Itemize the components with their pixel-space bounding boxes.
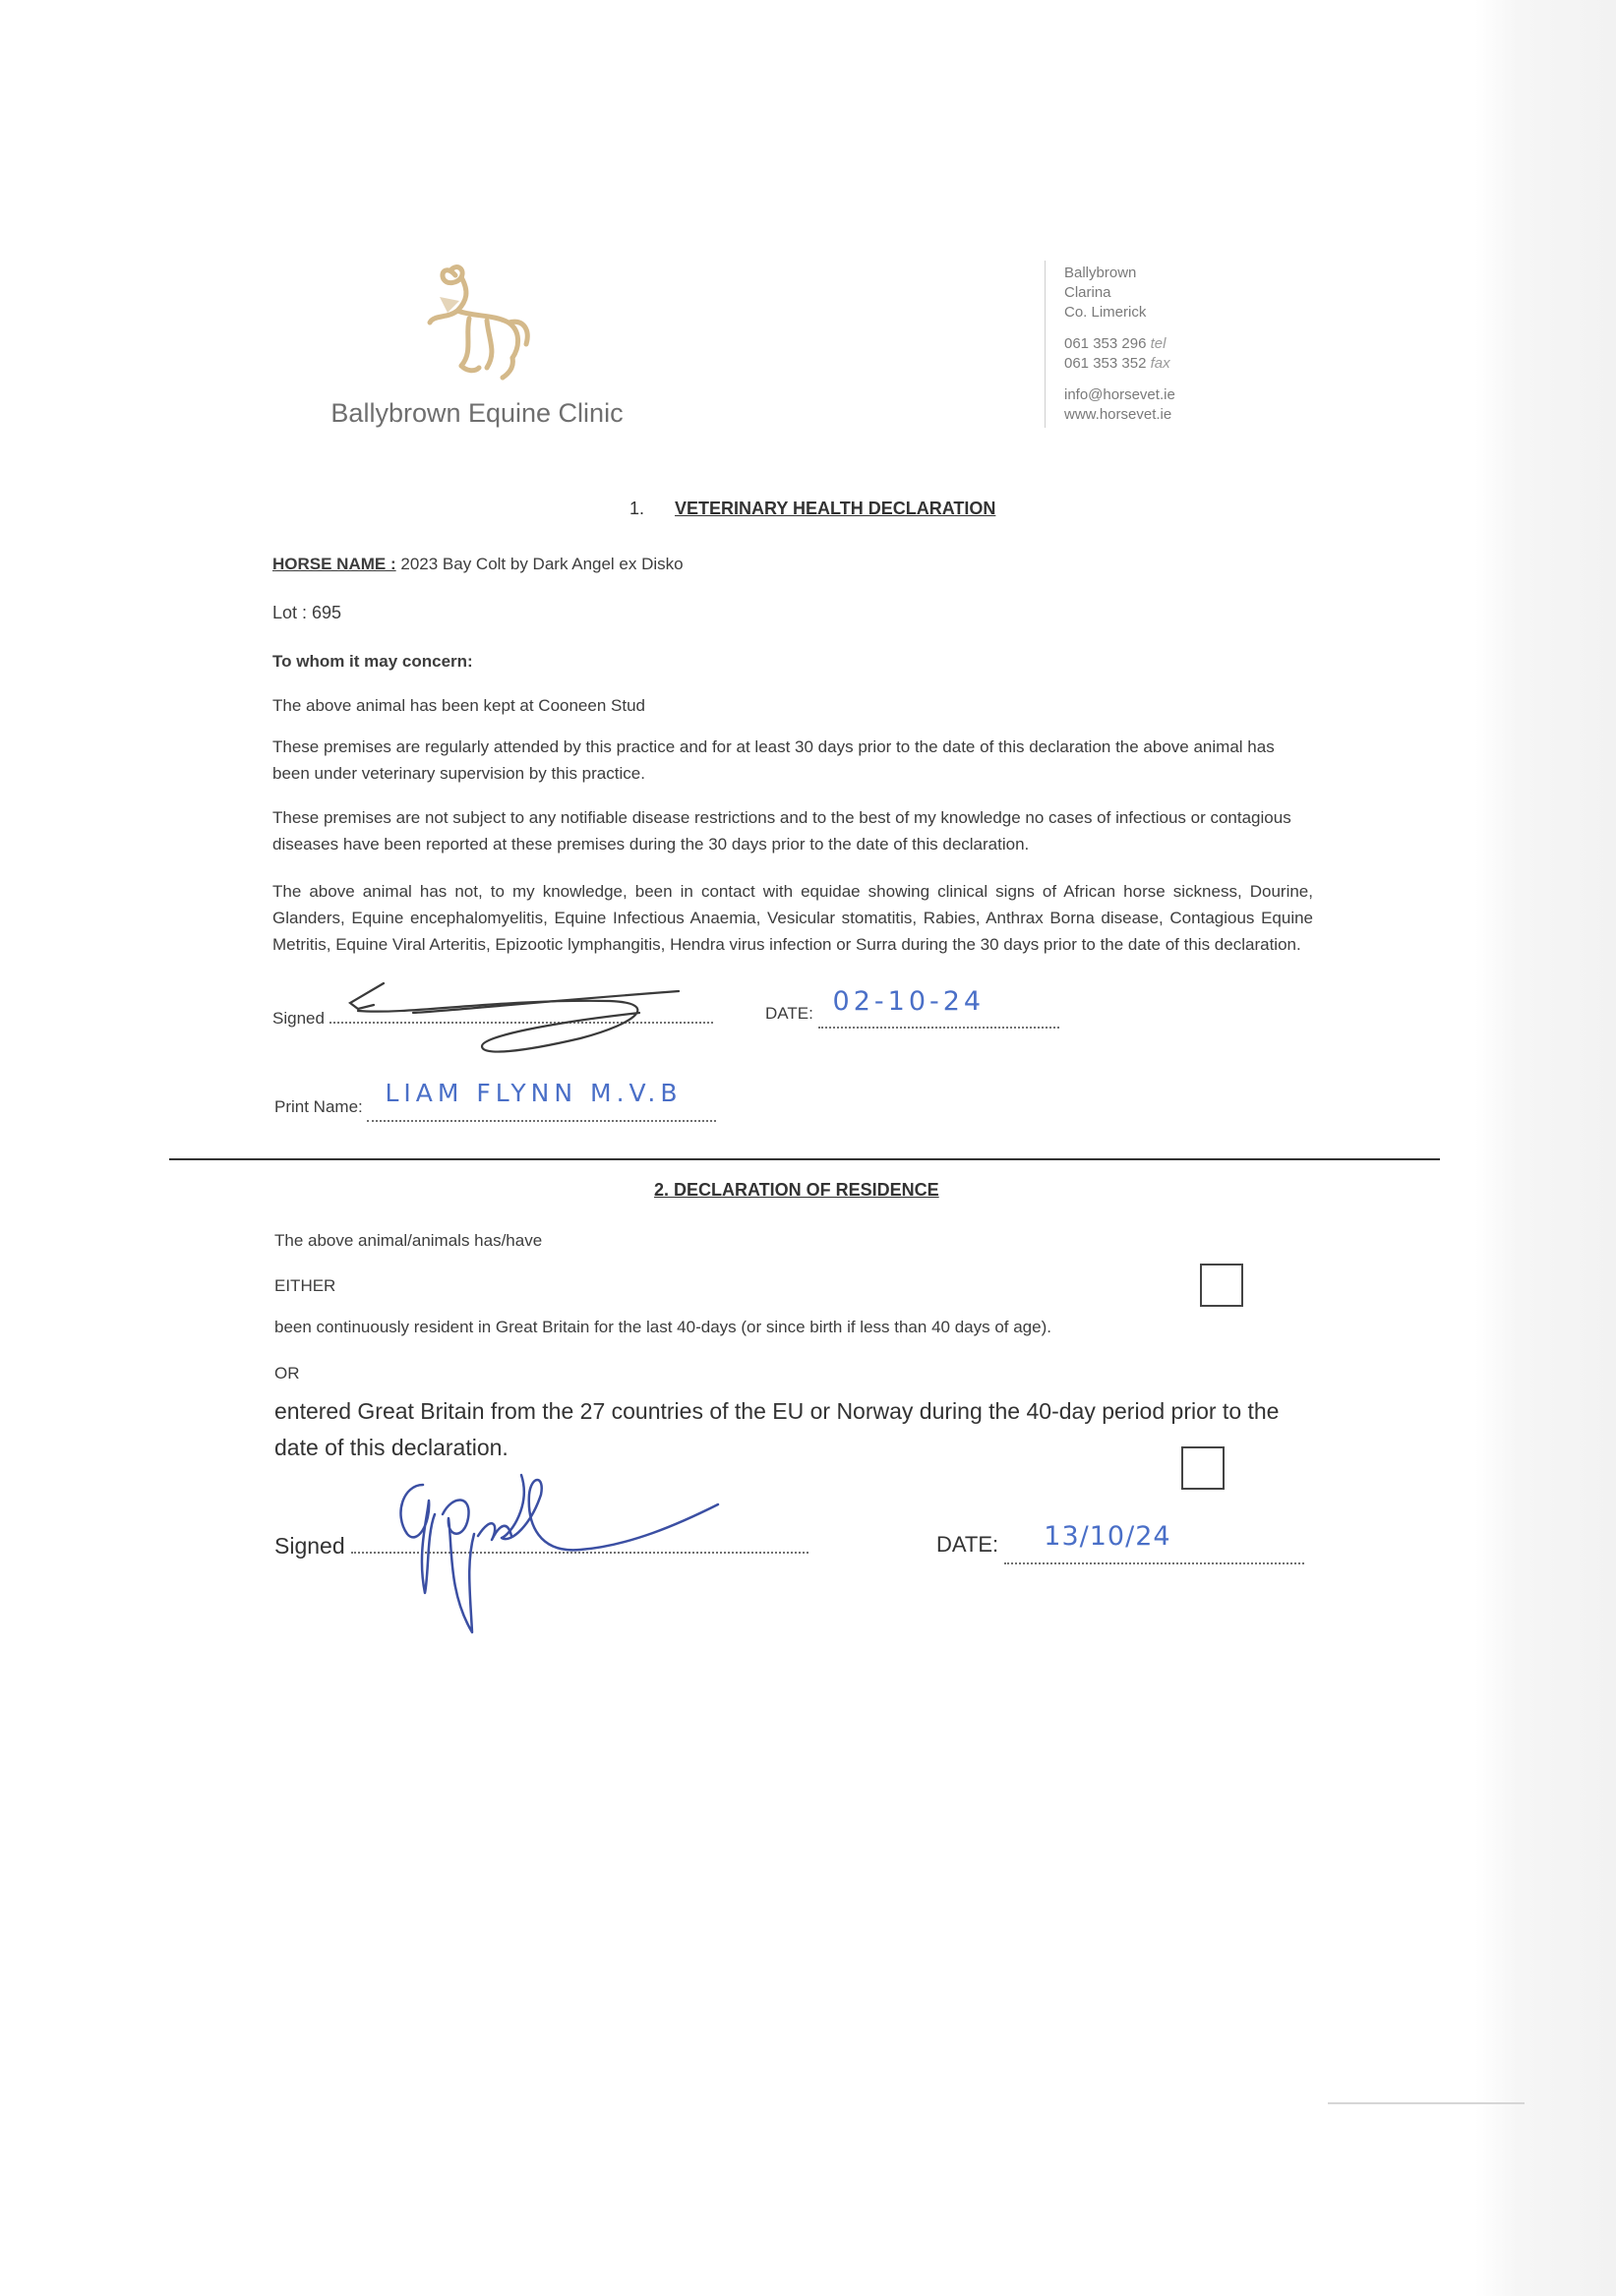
date1-line: [765, 986, 1059, 1029]
horse-logo-icon: [418, 258, 536, 385]
option2-text: entered Great Britain from the 27 countries of the EU or Norway during the 40-day period prior to the date of this declaration.: [274, 1398, 1280, 1460]
paragraph-supervision: These premises are regularly attended by this practice and for at least 30 days prior to the date of this declaration the above animal has been under veterinary supervision by this practice.: [272, 737, 1275, 783]
residence-intro: The above animal/animals has/have: [274, 1231, 543, 1250]
horse-name-line: [272, 551, 684, 577]
paragraph-restrictions: These premises are not subject to any notifiable disease restrictions and to the best of my knowledge no cases of infectious or contagious diseases have been reported at these premises during the 30 days prior to the date of this declaration.: [272, 808, 1291, 854]
phone-tag: tel: [1150, 335, 1167, 352]
print-name-line: [274, 1079, 716, 1122]
date1-value: 02-10-24: [832, 986, 986, 1017]
section1-heading: VETERINARY HEALTH DECLARATION: [675, 499, 996, 518]
lot-value: 95: [322, 603, 342, 622]
option1-checkbox[interactable]: [1200, 1264, 1243, 1307]
signature2-label: Signed: [274, 1533, 345, 1559]
phone-number: 061 353 296: [1064, 335, 1147, 352]
greeting: To whom it may concern:: [272, 652, 473, 671]
address-line-2: Clarina: [1064, 284, 1111, 301]
address-line-3: Co. Limerick: [1064, 304, 1147, 321]
paragraph-contact: The above animal has not, to my knowledge, been in contact with equidae showing clinical signs of African horse sickness, Dourine, Glanders, Equine encephalomyelitis, Equine Infectious Anaemia, Vesicular stomatitis, Rabies, Anthrax Borna disease, Contagious Equine Metritis, Equine Viral Arteritis, Epizootic lymphangitis, Hendra virus infection or Surra during the 30 days prior to the date of this declaration.: [272, 882, 1313, 954]
date1-dots: [818, 986, 1059, 1029]
date1-label: DATE:: [765, 1004, 813, 1023]
scan-shadow: [1475, 0, 1616, 2296]
email: info@horsevet.ie: [1064, 386, 1175, 403]
phone-line: [1064, 334, 1166, 354]
address-divider: [1045, 261, 1046, 428]
signature2-drawing: [384, 1455, 738, 1632]
option1-text: been continuously resident in Great Britain for the last 40-days (or since birth if less than 40 days of age).: [274, 1318, 1051, 1336]
scan-artifact-line: [1328, 2102, 1525, 2104]
lot-line: [272, 600, 341, 626]
section1-number: 1.: [629, 499, 645, 518]
or-label: OR: [274, 1364, 300, 1383]
date2-line: [936, 1521, 1304, 1564]
horse-name-label: HORSE NAME :: [272, 555, 396, 573]
section-divider: [169, 1158, 1440, 1160]
print-name-dots: [367, 1079, 716, 1122]
date2-value: 13/10/24: [1044, 1521, 1171, 1552]
date2-label: DATE:: [936, 1532, 999, 1557]
option2-checkbox[interactable]: [1181, 1446, 1225, 1490]
fax-line: [1064, 354, 1170, 374]
clinic-name: Ballybrown Equine Clinic: [330, 398, 624, 428]
section2-heading: 2. DECLARATION OF RESIDENCE: [654, 1180, 939, 1200]
signature1-drawing: [334, 973, 688, 1062]
either-label: EITHER: [274, 1276, 336, 1295]
website: www.horsevet.ie: [1064, 406, 1172, 423]
print-name-label: Print Name:: [274, 1097, 363, 1116]
paragraph-kept: The above animal has been kept at Cooneen Stud: [272, 696, 645, 715]
fax-number: 061 353 352: [1064, 355, 1147, 372]
address-line-1: Ballybrown: [1064, 265, 1137, 281]
print-name-value: LIAM FLYNN M.V.B: [385, 1079, 683, 1107]
lot-label: Lot : 6: [272, 603, 323, 622]
signature1-label: Signed: [272, 1009, 325, 1028]
date2-dots: [1004, 1521, 1304, 1564]
horse-name-value: 2023 Bay Colt by Dark Angel ex Disko: [400, 555, 684, 573]
fax-tag: fax: [1150, 355, 1170, 372]
section1-title: [629, 499, 995, 519]
